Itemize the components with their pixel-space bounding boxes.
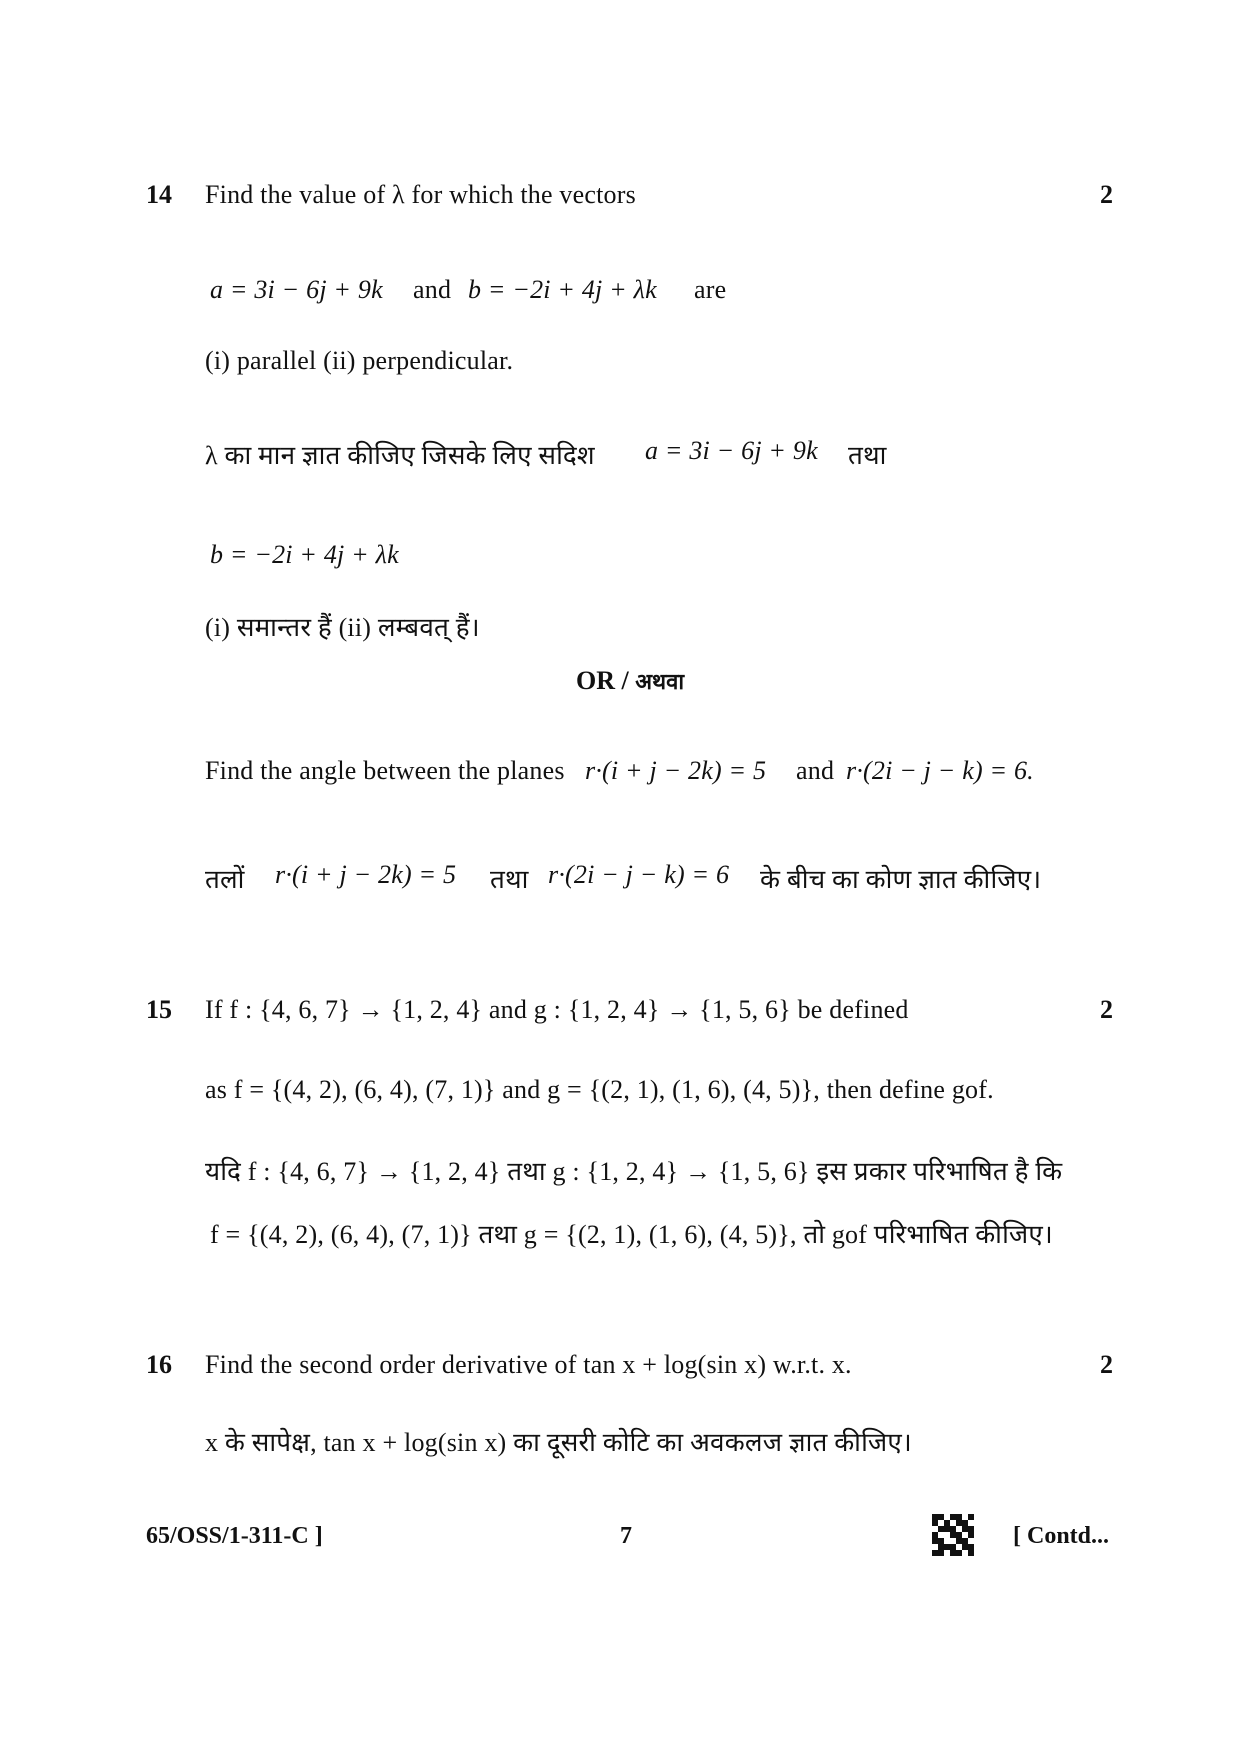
q16-hindi-line1: x के सापेक्ष, tan x + log(sin x) का दूसरी कोटि का अवकलज ज्ञात कीजिए।: [205, 1428, 912, 1457]
qr-code-icon: [932, 1514, 974, 1554]
q14-hindi-line1-prefix: λ का मान ज्ञात कीजिए जिसके लिए सदिश: [205, 441, 595, 470]
q14-alt-hindi-tatha: तथा: [490, 865, 529, 894]
q15-hindi-line2: f = {(4, 2), (6, 4), (7, 1)} तथा g = {(2, 1), (1, 6), (4, 5)}, तो gof परिभाषित कीजिए।: [210, 1220, 1053, 1249]
q14-hindi-line3: (i) समान्तर हैं (ii) लम्बवत् हैं।: [205, 613, 480, 642]
q15-marks: 2: [1100, 995, 1113, 1024]
q14-are: are: [694, 275, 727, 304]
q14-alt-prefix: Find the angle between the planes: [205, 756, 565, 785]
q14-alt-hindi-plane1: r·(i + j − 2k) = 5: [275, 860, 457, 889]
q14-text-line1: Find the value of λ for which the vectors: [205, 180, 636, 209]
question-number-15: 15: [146, 995, 172, 1024]
or-label: OR /: [576, 666, 629, 695]
q15-text-line2: as f = {(4, 2), (6, 4), (7, 1)} and g = {(2, 1), (1, 6), (4, 5)}, then define gof.: [205, 1075, 994, 1104]
q16-text-line1: Find the second order derivative of tan x + log(sin x) w.r.t. x.: [205, 1350, 852, 1379]
q14-hindi-vector-a: a = 3i − 6j + 9k: [645, 436, 818, 465]
q14-marks: 2: [1100, 180, 1113, 209]
q14-alt-hindi-plane2: r·(2i − j − k) = 6: [548, 860, 730, 889]
q16-marks: 2: [1100, 1350, 1113, 1379]
q14-vector-b: b = −2i + 4j + λk: [468, 275, 657, 304]
q14-hindi-vector-b: b = −2i + 4j + λk: [210, 540, 399, 569]
q14-vector-a: a = 3i − 6j + 9k: [210, 275, 383, 304]
page-number: 7: [620, 1523, 632, 1549]
q14-text-line3: (i) parallel (ii) perpendicular.: [205, 346, 514, 375]
q14-and: and: [413, 275, 452, 304]
q15-hindi-line1: यदि f : {4, 6, 7} → {1, 2, 4} तथा g : {1, 2, 4} → {1, 5, 6} इस प्रकार परिभाषित है कि: [205, 1157, 1063, 1186]
q14-alt-plane2: r·(2i − j − k) = 6.: [846, 756, 1034, 785]
or-hindi: अथवा: [635, 669, 685, 694]
q14-alt-hindi-prefix: तलों: [205, 865, 245, 894]
question-number-16: 16: [146, 1350, 172, 1379]
continued-label: [ Contd...: [1013, 1523, 1110, 1549]
q14-alt-hindi-suffix: के बीच का कोण ज्ञात कीजिए।: [760, 865, 1042, 894]
q14-alt-and: and: [796, 756, 835, 785]
q14-alt-plane1: r·(i + j − 2k) = 5: [585, 756, 767, 785]
question-number-14: 14: [146, 180, 172, 209]
paper-code: 65/OSS/1-311-C ]: [146, 1523, 323, 1549]
or-separator: [576, 666, 684, 696]
q14-hindi-tatha: तथा: [848, 441, 887, 470]
q15-text-line1: If f : {4, 6, 7} → {1, 2, 4} and g : {1, 2, 4} → {1, 5, 6} be defined: [205, 995, 909, 1024]
